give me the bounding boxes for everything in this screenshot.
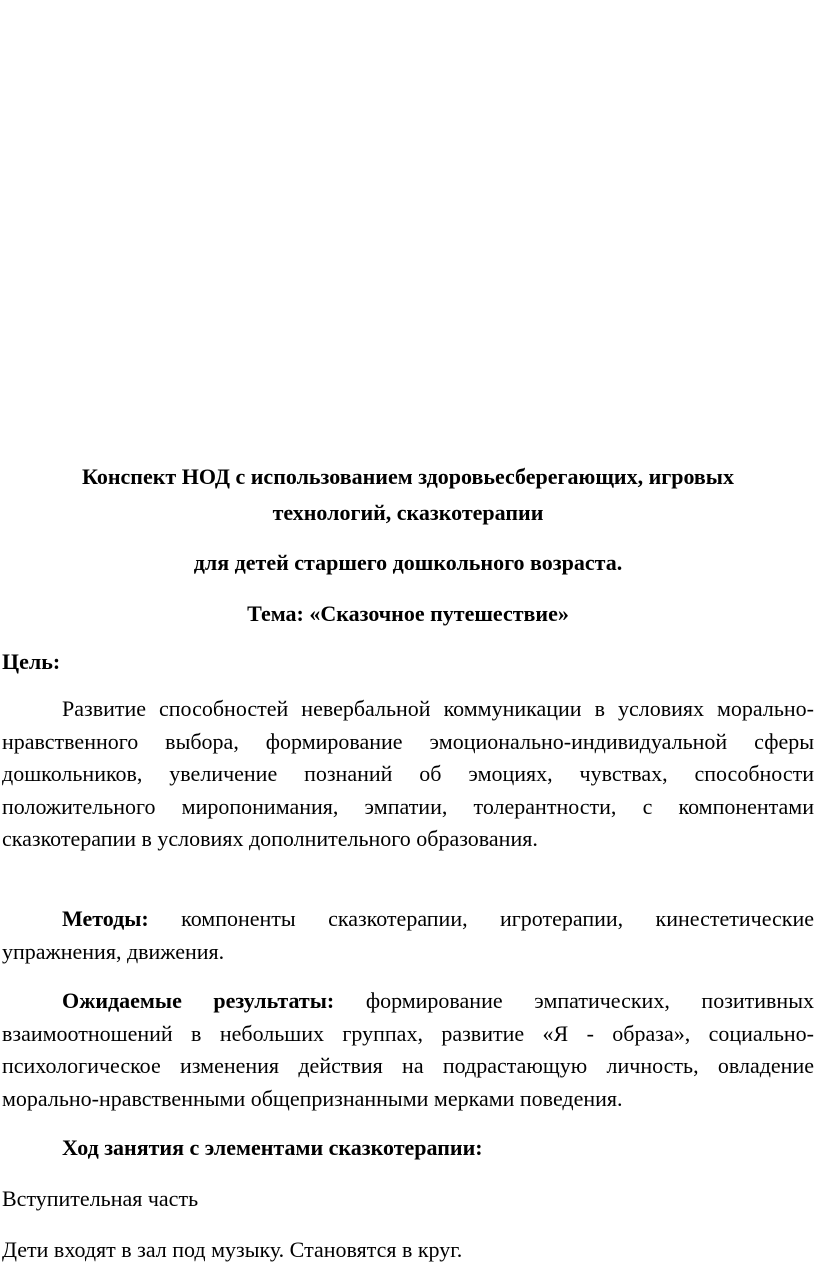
document-title xyxy=(0,459,816,531)
title-line-1: Конспект НОД с использованием здоровьесберегающих, игровых xyxy=(82,464,734,489)
goal-label: Цель: xyxy=(2,649,61,674)
results-text: формирование эмпатических, позитивных взаимоотношений в небольших группах, развитие «Я - образа», социально-психологическое изменения действия на подрастающую личность, овладение морально-нравственными общепризнанными мерками поведения. xyxy=(2,988,814,1111)
results-paragraph xyxy=(2,985,814,1115)
title-line-2: технологий, сказкотерапии xyxy=(272,500,544,525)
goal-paragraph: Развитие способностей невербальной коммуникации в условиях морально-нравственного выбора, формирование эмоционально-индивидуальной сферы дошкольников, увеличение познаний об эмоциях, чувствах, способности положительного миропонимания, эмпатии, толерантности, с компонентами сказкотерапии в условиях дополнительного образования. xyxy=(2,696,814,851)
methods-text: компоненты сказкотерапии, игротерапии, кинестетические упражнения, движения. xyxy=(2,906,814,964)
results-label: Ожидаемые результаты: xyxy=(62,988,335,1013)
intro-part-label: Вступительная часть xyxy=(2,1186,199,1211)
methods-paragraph xyxy=(2,903,814,968)
document-topic: Тема: «Сказочное путешествие» xyxy=(247,601,569,626)
methods-label: Методы: xyxy=(62,906,149,931)
lesson-heading: Ход занятия с элементами сказкотерапии: xyxy=(62,1135,483,1160)
document-subtitle: для детей старшего дошкольного возраста. xyxy=(193,550,623,575)
children-enter-text: Дети входят в зал под музыку. Становятся в круг. xyxy=(2,1237,463,1262)
